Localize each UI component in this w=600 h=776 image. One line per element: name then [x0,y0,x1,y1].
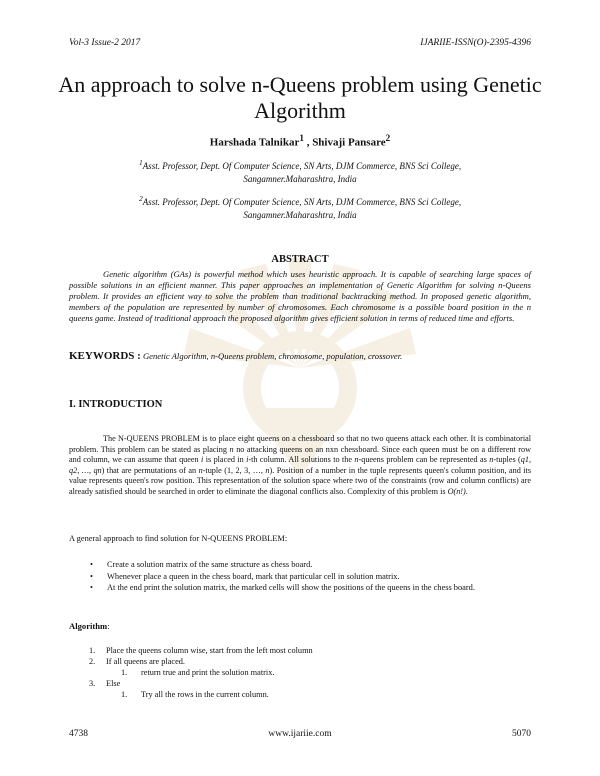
bullet-text: Create a solution matrix of the same structure as chess board. [107,560,313,569]
bullet-icon: • [90,571,93,581]
footer-page-left: 4738 [69,729,88,739]
keywords [69,350,539,362]
list-item [69,583,531,594]
affiliation-2-sup: 2 [138,194,143,203]
authors-line [0,133,600,149]
affiliation-1 [90,156,510,186]
affiliation-2-line1: Asst. Professor, Dept. Of Computer Science, SN Arts, DJM Commerce, BNS Sci College, [142,197,462,207]
bullet-text: Whenever place a queen in the chess board, mark that particular cell in solution matrix. [107,571,400,581]
header-issn: IJARIIE-ISSN(O)-2395-4396 [420,38,531,48]
footer-page-right: 5070 [512,729,531,739]
affiliation-2-line2: Sangamner.Maharashtra, India [243,210,357,220]
intro-text-15: n [265,465,270,475]
intro-text-17: O(n!) [447,486,466,496]
general-approach-text: A general approach to find solution for N-QUEENS PROBLEM: [69,534,288,543]
algorithm-heading [69,621,110,631]
intro-text-6: -th column. All solutions to the [248,455,355,464]
paper-title: An approach to solve n-Queens problem using Genetic Algorithm [58,72,542,123]
intro-text-0: The N-QUEENS PROBLEM is to place eight queens on a chessboard so that no two queens attack each other. It is combinatorial problem. This problem can be stated as placing [69,434,531,454]
step-number: 3. [89,679,96,688]
step-text: Place the queens column wise, start from the left most column [106,646,313,655]
header-volume: Vol-3 Issue-2 2017 [69,38,141,48]
intro-text-7: n [354,455,359,464]
step-number: 1. [121,690,128,699]
affiliation-1-line2: Sangamner.Maharashtra, India [243,174,357,184]
bullet-icon: • [90,583,93,592]
intro-text-16: ). Position of a number in the tuple represents queen's column position, and its value represents queen's row position. This representation of the solution space where two of the constraints (row and column conflicts) are already satisfied should be searched in order to eliminate the diagonal conflicts also. Complexity of this problem is [69,465,532,496]
footer-website: www.ijariie.com [268,729,332,739]
intro-text-3: i [201,455,204,464]
keywords-text: Genetic Algorithm, n-Queens problem, chromosome, population, crossover. [142,351,403,361]
author-1: Harshada Talnikar [209,136,300,149]
intro-text-11: q1, q2, …, qn [69,455,531,475]
algorithm-colon: : [107,621,110,631]
intro-text-9: n [489,455,494,464]
intro-text-1: n [229,444,234,454]
step-text: return true and print the solution matrix. [141,668,275,677]
list-item [69,572,531,583]
step-text: Try all the rows in the current column. [141,690,269,699]
affiliation-1-sup: 1 [138,158,143,167]
keywords-label: KEYWORDS : [69,350,141,362]
abstract-heading: ABSTRACT [271,254,329,265]
intro-text-13: n [198,465,203,475]
abstract-text: Genetic algorithm (GAs) is powerful method which uses heuristic approach. It is capable of searching large spaces of possible solutions in an efficient manner. This paper approaches an implementation of Genetic Algorithm for solving n-Queens problem. It provides an efficient way to solve the problem than traditional backtracking method. In proposed genetic algorithm, members of the population are represented by number of chromosomes. Each chromosome is a possible board position in the n queens game. Instead of traditional approach the proposed algorithm gives efficient solution in terms of reduced time and efforts. [69,269,531,323]
author-2: Shivaji Pansare [312,136,386,149]
author-2-sup: 2 [385,133,391,143]
list-item [69,560,531,571]
intro-text-14: -tuple (1, 2, 3, …, [202,465,266,475]
intro-text-8: -queens problem can be represented as [358,455,490,464]
section-heading-introduction: I. INTRODUCTION [69,399,163,410]
step-number: 2. [89,657,96,666]
bullet-icon: • [90,560,93,569]
step-number: 1. [89,646,96,655]
intro-text-2: no attacking queens on an nxn chessboard. Since each queen must be on a different row and column, we can assume that queen [69,444,531,464]
step-text: If all queens are placed. [106,657,186,666]
intro-text-18: . [465,486,468,496]
intro-text-10: -tuples ( [493,455,521,464]
affiliation-1-line1: Asst. Professor, Dept. Of Computer Science, SN Arts, DJM Commerce, BNS Sci College, [142,161,462,171]
algorithm-label: Algorithm [69,621,108,631]
intro-text-5: i [246,455,249,464]
affiliation-2 [90,192,510,222]
author-1-sup: 1 [299,133,304,143]
author-separator: , [303,136,313,149]
intro-paragraph [69,434,531,497]
approach-bullet-list [69,560,531,595]
step-text: Else [106,679,121,688]
intro-text-12: ) that are permutations of an [101,465,199,475]
bullet-text: At the end print the solution matrix, the marked cells will show the positions of the queens in the chess board. [107,583,475,592]
step-number: 1. [121,668,128,677]
intro-text-4: is placed in [203,455,247,464]
